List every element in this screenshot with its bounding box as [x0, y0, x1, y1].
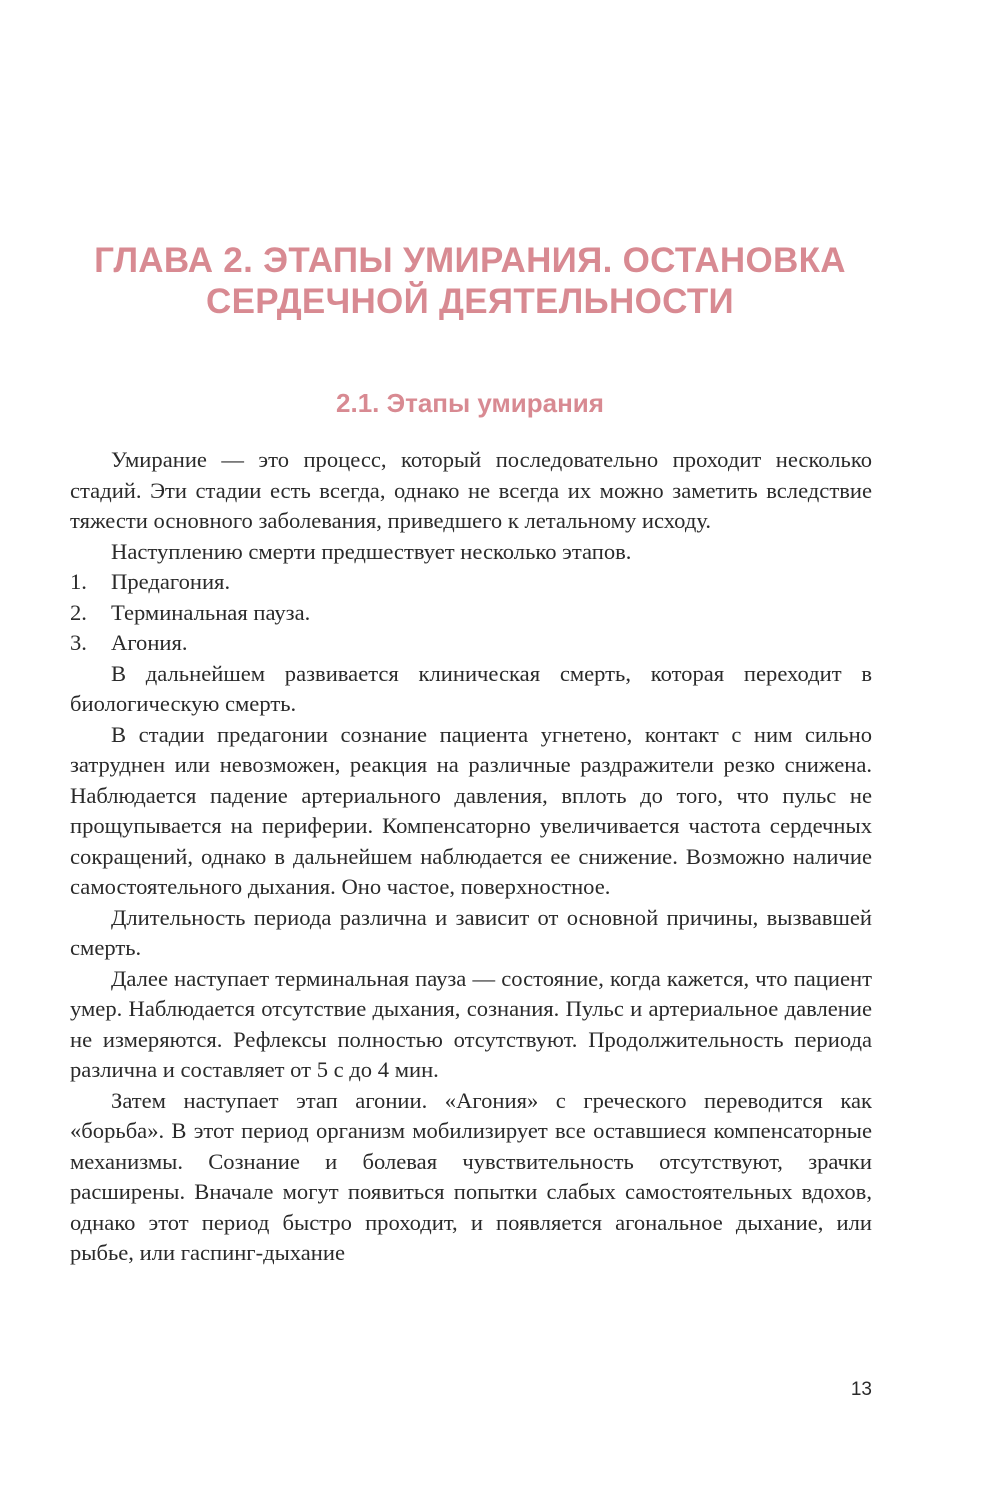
- list-item-number: 1.: [70, 569, 87, 594]
- paragraph: В дальнейшем развивается клиническая смерть, которая переходит в биологическую смерть.: [70, 660, 872, 716]
- list-item-number: 3.: [70, 630, 87, 655]
- paragraph: Затем наступает этап агонии. «Агония» с греческого переводится как «борьба». В этот период организм мобилизирует все оставшиеся компенсаторные механизмы. Сознание и болевая чувствительность отсутствуют, зрачки расширены. Вначале могут появиться попытки слабых самостоятельных вдохов, однако этот период быстро проходит, и появляется агональное дыхание, или рыбье, или гаспинг-дыхание: [70, 1087, 872, 1265]
- page-number: 13: [850, 1379, 872, 1400]
- paragraph: Умирание — это процесс, который последовательно проходит несколько стадий. Эти стадии есть всегда, однако не всегда их можно заметить вследствие тяжести основного заболевания, приведшего к летальному исходу.: [70, 447, 872, 533]
- paragraph: В стадии предагонии сознание пациента угнетено, контакт с ним сильно затруднен или невозможен, реакция на различные раздражители резко снижена. Наблюдается падение артериального давления, вплоть до того, что пульс не прощупывается на периферии. Компенсаторно увеличивается частота сердечных сокращений, однако в дальнейшем наблюдается ее снижение. Возможно наличие самостоятельного дыхания. Оно частое, поверхностное.: [70, 721, 872, 899]
- list-item: [70, 628, 872, 659]
- list-item-text: Предагония.: [111, 569, 231, 594]
- section-title: 2.1. Этапы умирания: [336, 388, 604, 418]
- paragraph: Наступлению смерти предшествует несколько этапов.: [111, 538, 632, 564]
- chapter-title-line-2: СЕРДЕЧНОЙ ДЕЯТЕЛЬНОСТИ: [206, 282, 734, 321]
- list-item-text: Терминальная пауза.: [111, 599, 311, 625]
- paragraph: Далее наступает терминальная пауза — состояние, когда кажется, что пациент умер. Наблюдается отсутствие дыхания, сознания. Пульс и артериальное давление не измеряются. Рефлексы полностью отсутствуют. Продолжительность периода различна и составляет от 5 с до 4 мин.: [70, 965, 872, 1082]
- list-item: [70, 598, 872, 629]
- list-item-number: 2.: [70, 599, 87, 625]
- list-item: [70, 567, 872, 598]
- chapter-title-line-1: ГЛАВА 2. ЭТАПЫ УМИРАНИЯ. ОСТАНОВКА: [94, 241, 846, 280]
- chapter-title: [70, 240, 870, 322]
- paragraph: Длительность периода различна и зависит от основной причины, вызвавшей смерть.: [70, 904, 872, 960]
- list-item-text: Агония.: [111, 630, 188, 655]
- stages-list: [70, 567, 872, 659]
- body-text: [70, 445, 872, 1269]
